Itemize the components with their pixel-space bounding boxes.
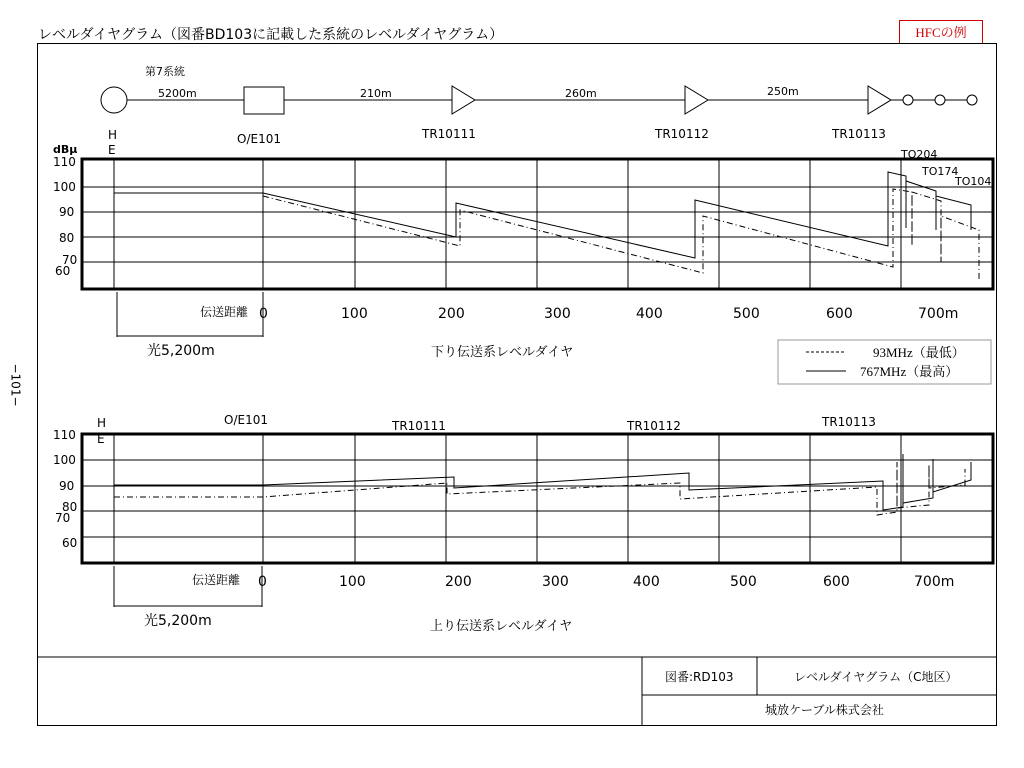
topology-labels [108, 64, 886, 157]
amplifier-symbol [868, 86, 891, 114]
x-tick-label: 500 [733, 306, 760, 322]
system-label: 第7系統 [145, 65, 185, 78]
x-tick-label: 100 [339, 574, 366, 590]
downstream-767mhz-trace [114, 172, 971, 258]
amplifier-label: TR10112 [627, 419, 681, 433]
segment-length-label: 210m [360, 87, 392, 100]
drawing-number: 図番:RD103 [665, 670, 734, 684]
y-tick-label: 60 [62, 536, 78, 550]
amplifier-label: TR10112 [655, 127, 709, 141]
downstream-y-ticks [53, 155, 77, 278]
x-tick-label: 400 [636, 306, 663, 322]
he-label-top [108, 128, 121, 157]
y-tick-label: 70 [62, 253, 78, 267]
tap-symbol [935, 95, 945, 105]
x-tick-label: 0 [258, 574, 267, 590]
x-tick-label: 600 [823, 574, 850, 590]
y-tick-label: 80 [62, 500, 78, 514]
tap-outlet-label: TO204 [901, 148, 938, 161]
amplifier-symbol [685, 86, 708, 114]
downstream-title: 下り伝送系レベルダイヤ [431, 345, 574, 360]
he-label-e: E [108, 143, 116, 157]
optical-span-label: 光5,200m [144, 613, 212, 629]
upstream-x-ticks [258, 574, 954, 590]
side-page-number: −101− [8, 363, 23, 407]
downstream-legend [778, 340, 991, 384]
amplifier-label: TR10111 [422, 127, 476, 141]
tap-outlet-label: TO174 [922, 165, 959, 178]
x-tick-label: 500 [730, 574, 757, 590]
y-tick-label: 90 [59, 205, 75, 219]
oe-label: O/E101 [237, 132, 281, 146]
x-axis-label: 伝送距離 [200, 305, 249, 319]
upstream-grid [82, 434, 993, 563]
tap-symbol [903, 95, 913, 105]
x-tick-label: 400 [633, 574, 660, 590]
upstream-solid-trace [114, 454, 971, 510]
tap-outlet-label: TO104 [955, 175, 992, 188]
y-tick-label: 100 [53, 453, 76, 467]
amplifier-symbol [452, 86, 475, 114]
x-tick-label: 600 [826, 306, 853, 322]
x-tick-label: 100 [341, 306, 368, 322]
legend-label-767mhz: 767MHz（最高） [860, 364, 959, 379]
y-tick-label: 90 [59, 479, 75, 493]
x-axis-label: 伝送距離 [192, 573, 241, 587]
y-tick-label: 60 [55, 264, 71, 278]
tap-symbol [967, 95, 977, 105]
downstream-x-ticks [259, 306, 958, 322]
company-name: 城放ケーブル株式会社 [765, 703, 884, 717]
oe-label-upstream: O/E101 [224, 413, 268, 427]
downstream-chart [53, 143, 993, 384]
amplifier-label: TR10111 [392, 419, 446, 433]
he-label-e: E [97, 432, 105, 446]
x-tick-label: 0 [259, 306, 268, 322]
he-label-upstream [97, 416, 110, 446]
amplifier-label: TR10113 [832, 127, 886, 141]
upstream-y-ticks [53, 428, 77, 550]
y-unit-label: dBμ [53, 143, 78, 156]
y-tick-label: 100 [53, 180, 76, 194]
optical-span-label: 光5,200m [147, 343, 215, 359]
headend-symbol [101, 87, 127, 113]
upstream-chart [53, 413, 993, 634]
topology-diagram [101, 86, 977, 114]
legend-label-93mhz: 93MHz（最低） [873, 345, 965, 360]
x-tick-label: 200 [445, 574, 472, 590]
x-tick-label: 700m [914, 574, 955, 590]
he-label-h: H [97, 416, 107, 430]
drawing-title: レベルダイヤグラム（C地区） [794, 670, 958, 684]
oe-converter-symbol [244, 87, 284, 114]
segment-length-label: 5200m [158, 87, 197, 100]
x-tick-label: 300 [542, 574, 569, 590]
hfc-example-badge: HFCの例 [899, 20, 983, 44]
amplifier-label: TR10113 [822, 415, 876, 429]
x-tick-label: 300 [544, 306, 571, 322]
segment-length-label: 250m [767, 85, 799, 98]
x-tick-label: 700m [918, 306, 959, 322]
segment-length-label: 260m [565, 87, 597, 100]
x-tick-label: 200 [438, 306, 465, 322]
y-tick-label: 110 [53, 155, 76, 169]
page-title: レベルダイヤグラム（図番BD103に記載した系統のレベルダイヤグラム） [38, 27, 504, 43]
upstream-title: 上り伝送系レベルダイヤ [430, 619, 573, 634]
upstream-dashdot-trace [114, 462, 965, 515]
he-label-h: H [108, 128, 118, 142]
y-tick-label: 70 [55, 511, 71, 525]
downstream-grid [82, 159, 993, 289]
tap-outlet-labels [900, 148, 991, 188]
downstream-93mhz-trace [263, 189, 979, 280]
y-tick-label: 80 [59, 231, 75, 245]
y-tick-label: 110 [53, 428, 76, 442]
